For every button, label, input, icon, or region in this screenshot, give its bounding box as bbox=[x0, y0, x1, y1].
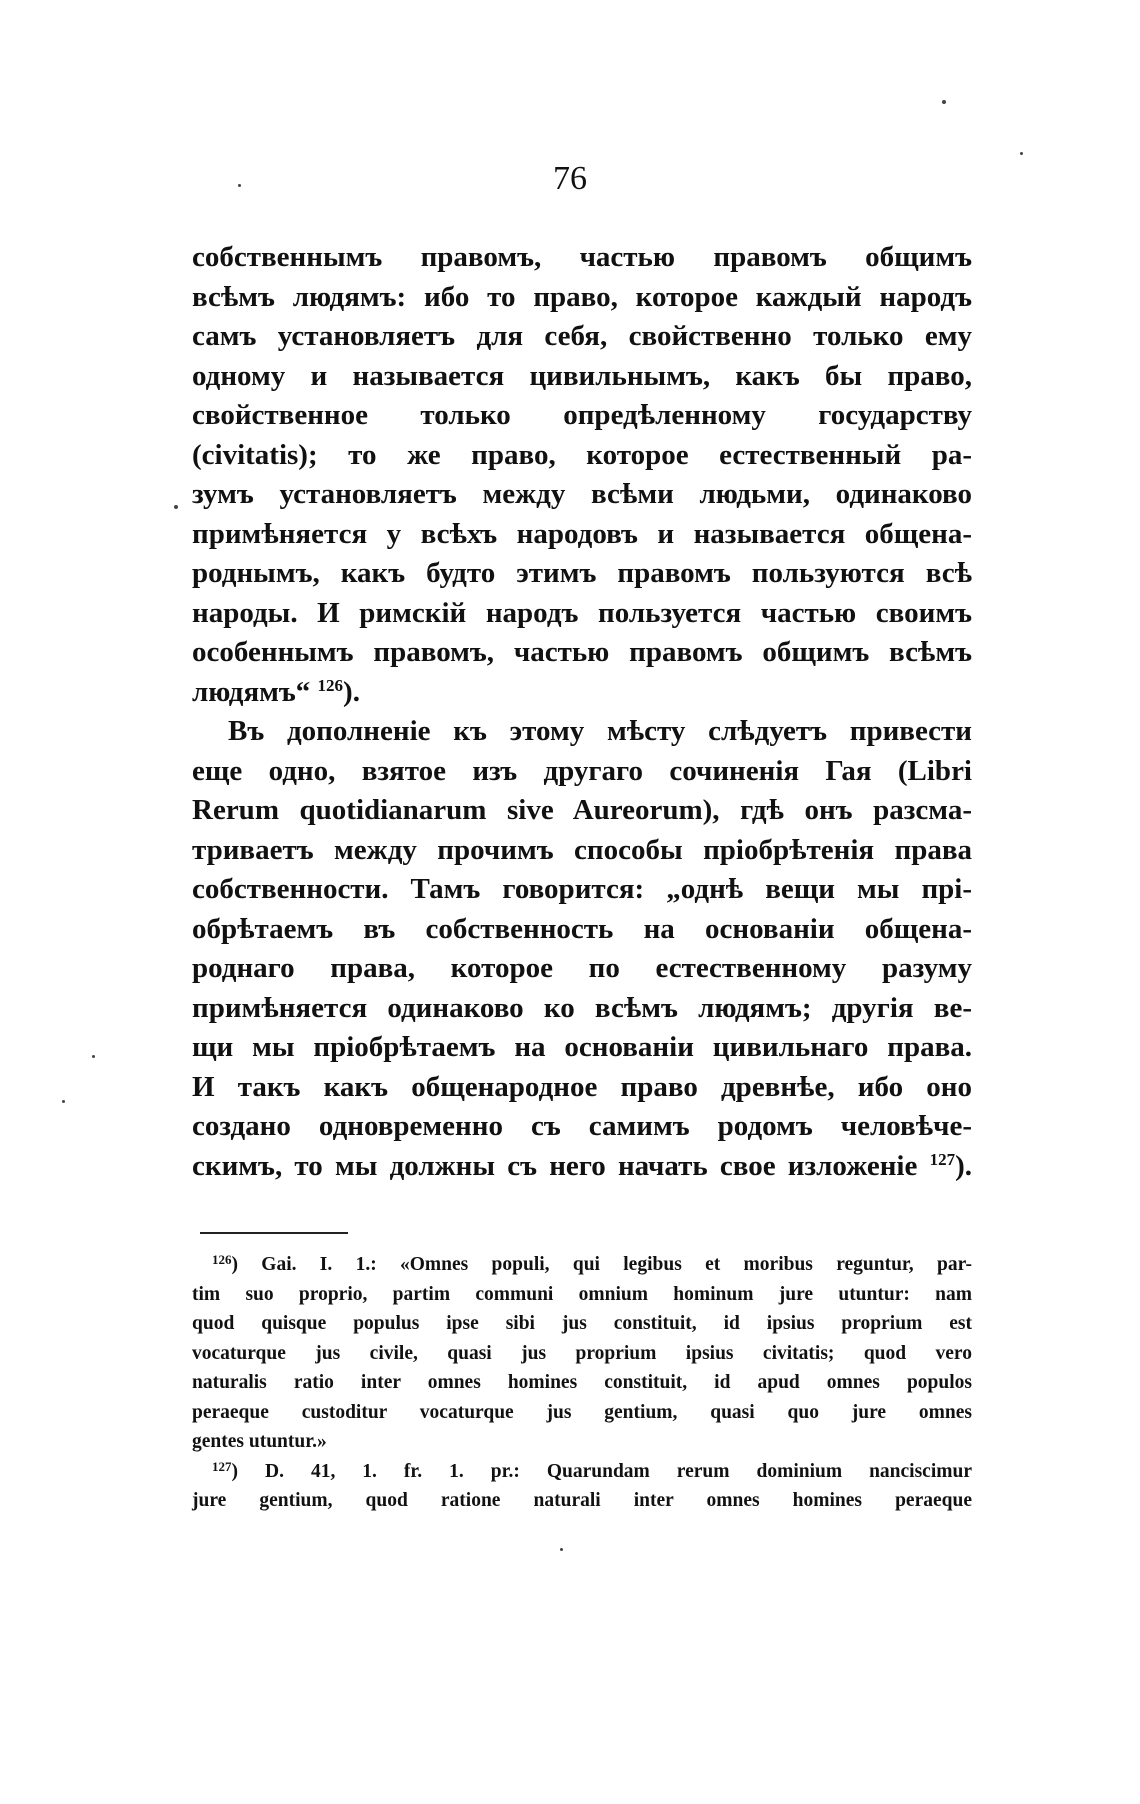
text-line: примѣняется одинаково ко всѣмъ людямъ; другія ве- bbox=[192, 991, 972, 1024]
text-line: создано одновременно съ самимъ родомъ человѣче- bbox=[192, 1110, 972, 1142]
scan-speck bbox=[560, 1548, 563, 1551]
text-line: особеннымъ правомъ, частью правомъ общимъ всѣмъ bbox=[192, 636, 972, 668]
footnote-line: gentes utuntur.» bbox=[192, 1431, 327, 1452]
text-line: самъ установляетъ для себя, свойственно только ему bbox=[192, 320, 972, 352]
footnote-line: vocaturque jus civile, quasi jus proprium ipsius civitatis; quod vero bbox=[192, 1342, 972, 1364]
scan-speck bbox=[942, 100, 946, 104]
text-line: роднымъ, какъ будто этимъ правомъ пользуются всѣ bbox=[192, 557, 972, 589]
footnote-line: peraeque custoditur vocaturque jus gentium, quasi quo jure omnes bbox=[192, 1401, 972, 1423]
scan-speck bbox=[92, 1055, 95, 1058]
text-line: собственности. Тамъ говорится: „однѣ вещи мы прі- bbox=[192, 873, 972, 905]
text-line: собственнымъ правомъ, частью правомъ общимъ bbox=[192, 241, 972, 273]
footnote-line: quod quisque populus ipse sibi jus constituit, id ipsius proprium est bbox=[192, 1313, 972, 1334]
footnotes bbox=[192, 1250, 972, 1516]
footnote-line: jure gentium, quod ratione naturali inter omnes homines peraeque bbox=[192, 1490, 972, 1511]
text-line: одному и называется цивильнымъ, какъ бы право, bbox=[192, 359, 972, 392]
text-line: (civitatis); то же право, которое естественный ра- bbox=[192, 438, 972, 471]
text-line: народы. И римскій народъ пользуется частью своимъ bbox=[192, 596, 972, 629]
text-line: щи мы пріобрѣтаемъ на основаніи цивильнаго права. bbox=[192, 1031, 972, 1063]
text-line: обрѣтаемъ въ собственность на основаніи общена- bbox=[192, 912, 972, 945]
text-line bbox=[192, 1147, 972, 1187]
footnote-text: ) Gai. I. 1.: «Omnes populi, qui legibus et moribus reguntur, par- bbox=[231, 1254, 972, 1275]
footnote-mark: 126 bbox=[212, 1252, 232, 1267]
text-line: триваетъ между прочимъ способы пріобрѣтенія права bbox=[192, 833, 972, 866]
text-line: Rerum quotidianarum sive Aureorum), гдѣ онъ разсма- bbox=[192, 794, 972, 826]
scan-speck bbox=[1020, 152, 1023, 155]
footnote-separator bbox=[200, 1232, 348, 1234]
footnote-text: ) D. 41, 1. fr. 1. pr.: Quarundam rerum dominium nanciscimur bbox=[231, 1460, 972, 1482]
text-line: еще одно, взятое изъ другаго сочиненія Гая (Libri bbox=[192, 754, 972, 787]
footnote-mark: 127 bbox=[212, 1458, 232, 1474]
page-number: 76 bbox=[553, 160, 587, 197]
main-text bbox=[192, 238, 972, 1186]
footnote-line: tim suo proprio, partim communi omnium hominum jure utuntur: nam bbox=[192, 1283, 972, 1305]
text-line: зумъ установляетъ между всѣми людьми, одинаково bbox=[192, 478, 972, 510]
text-line: свойственное только опредѣленному государству bbox=[192, 399, 972, 431]
text-fragment: скимъ, то мы должны съ него начать свое изложеніе bbox=[192, 1149, 918, 1182]
footnote-line bbox=[192, 1457, 972, 1487]
scan-speck bbox=[62, 1100, 65, 1103]
footnote-line: naturalis ratio inter omnes homines constituit, id apud omnes populos bbox=[192, 1372, 972, 1393]
text-line: примѣняется у всѣхъ народовъ и называется общена- bbox=[192, 517, 972, 550]
text-fragment: людямъ“ bbox=[192, 675, 311, 708]
text-line bbox=[192, 673, 972, 713]
footnote-reference: 127 bbox=[929, 1149, 956, 1169]
text-line: И такъ какъ общенародное право древнѣе, ибо оно bbox=[192, 1070, 972, 1103]
text-line: Въ дополненіе къ этому мѣсту слѣдуетъ привести bbox=[228, 715, 972, 747]
footnote-reference: 126 bbox=[317, 675, 344, 695]
scan-speck bbox=[238, 184, 241, 187]
text-line: всѣмъ людямъ: ибо то право, которое каждый народъ bbox=[192, 280, 972, 313]
text-fragment: ). bbox=[343, 675, 360, 708]
text-fragment: ). bbox=[955, 1149, 972, 1182]
scan-speck bbox=[174, 505, 178, 509]
text-line: роднаго права, которое по естественному разуму bbox=[192, 952, 972, 984]
footnote-line bbox=[192, 1250, 972, 1280]
